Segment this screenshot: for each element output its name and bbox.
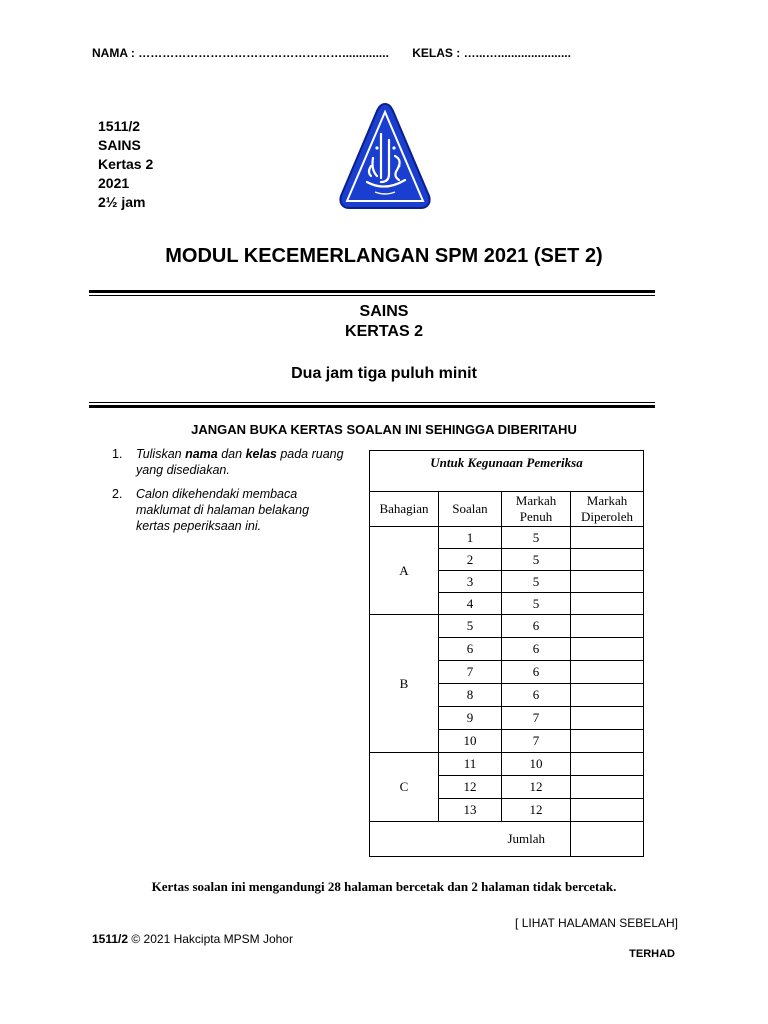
instruction-number: 2. [112,487,123,501]
classification-label: TERHAD [629,948,675,960]
paper-subject: SAINS [98,137,141,153]
question-number: 7 [439,661,502,684]
obtained-mark-cell[interactable] [571,527,644,549]
full-mark: 12 [502,799,571,822]
duration-text: Dua jam tiga puluh minit [291,365,477,382]
question-number: 11 [439,753,502,776]
candidate-info-line [92,46,571,60]
full-mark: 5 [502,527,571,549]
exam-warning: JANGAN BUKA KERTAS SOALAN INI SEHINGGA DIBERITAHU [191,422,577,437]
obtained-mark-cell[interactable] [571,753,644,776]
divider [89,290,655,293]
full-mark: 6 [502,684,571,707]
full-mark: 10 [502,753,571,776]
copyright-text: © 2021 Hakcipta MPSM Johor [128,932,293,946]
question-number: 6 [439,638,502,661]
obtained-mark-cell[interactable] [571,684,644,707]
full-mark: 6 [502,615,571,638]
mpsm-logo [337,100,433,212]
instruction-text: Tuliskan nama dan kelas pada ruang yang disediakan. [136,447,344,477]
table-caption: Untuk Kegunaan Pemeriksa [370,451,644,492]
obtained-mark-cell[interactable] [571,615,644,638]
examiner-table [369,450,644,857]
question-number: 10 [439,730,502,753]
divider [89,405,655,408]
page-title: MODUL KECEMERLANGAN SPM 2021 (SET 2) [165,245,603,267]
page-count-note: Kertas soalan ini mengandungi 28 halaman bercetak dan 2 halaman tidak bercetak. [151,879,617,894]
column-header: Markah Penuh [502,492,571,527]
instruction-item [112,446,344,478]
instruction-item [112,486,344,534]
question-number: 2 [439,549,502,571]
question-number: 13 [439,799,502,822]
column-header: Markah Diperoleh [571,492,644,527]
full-mark: 5 [502,593,571,615]
paper-info [98,117,153,212]
obtained-mark-cell[interactable] [571,661,644,684]
obtained-mark-cell[interactable] [571,549,644,571]
subject-name: SAINS [359,303,409,320]
question-number: 8 [439,684,502,707]
question-number: 12 [439,776,502,799]
total-mark-cell[interactable] [571,822,644,857]
paper-duration: 2½ jam [98,194,146,210]
section-label: A [370,527,439,615]
question-number: 5 [439,615,502,638]
full-mark: 7 [502,707,571,730]
instructions-list [112,446,344,542]
obtained-mark-cell[interactable] [571,776,644,799]
paper-name: KERTAS 2 [345,323,423,340]
nama-field[interactable]: …………………………………………….............. [138,46,389,60]
obtained-mark-cell[interactable] [571,799,644,822]
column-header: Bahagian [370,492,439,527]
copyright-code: 1511/2 [92,932,129,946]
kelas-label: KELAS : [412,46,461,60]
obtained-mark-cell[interactable] [571,593,644,615]
full-mark: 12 [502,776,571,799]
paper-number: Kertas 2 [98,156,154,172]
full-mark: 5 [502,549,571,571]
section-label: B [370,615,439,753]
instruction-text: Calon dikehendaki membaca maklumat di halaman belakang kertas peperiksaan ini. [136,487,310,533]
obtained-mark-cell[interactable] [571,638,644,661]
question-number: 3 [439,571,502,593]
full-mark: 6 [502,638,571,661]
paper-year: 2021 [98,175,130,191]
next-page-note: [ LIHAT HALAMAN SEBELAH] [515,916,678,930]
subject-title [0,302,768,342]
divider [89,402,655,403]
total-label: Jumlah [370,822,571,857]
copyright-line [92,932,293,946]
question-number: 1 [439,527,502,549]
instruction-number: 1. [112,447,123,461]
obtained-mark-cell[interactable] [571,730,644,753]
full-mark: 5 [502,571,571,593]
divider [89,295,655,296]
full-mark: 7 [502,730,571,753]
nama-label: NAMA : [92,46,135,60]
obtained-mark-cell[interactable] [571,571,644,593]
kelas-field[interactable]: …...…...................... [463,46,571,60]
question-number: 4 [439,593,502,615]
obtained-mark-cell[interactable] [571,707,644,730]
paper-code: 1511/2 [98,118,141,134]
section-label: C [370,753,439,822]
full-mark: 6 [502,661,571,684]
column-header: Soalan [439,492,502,527]
question-number: 9 [439,707,502,730]
